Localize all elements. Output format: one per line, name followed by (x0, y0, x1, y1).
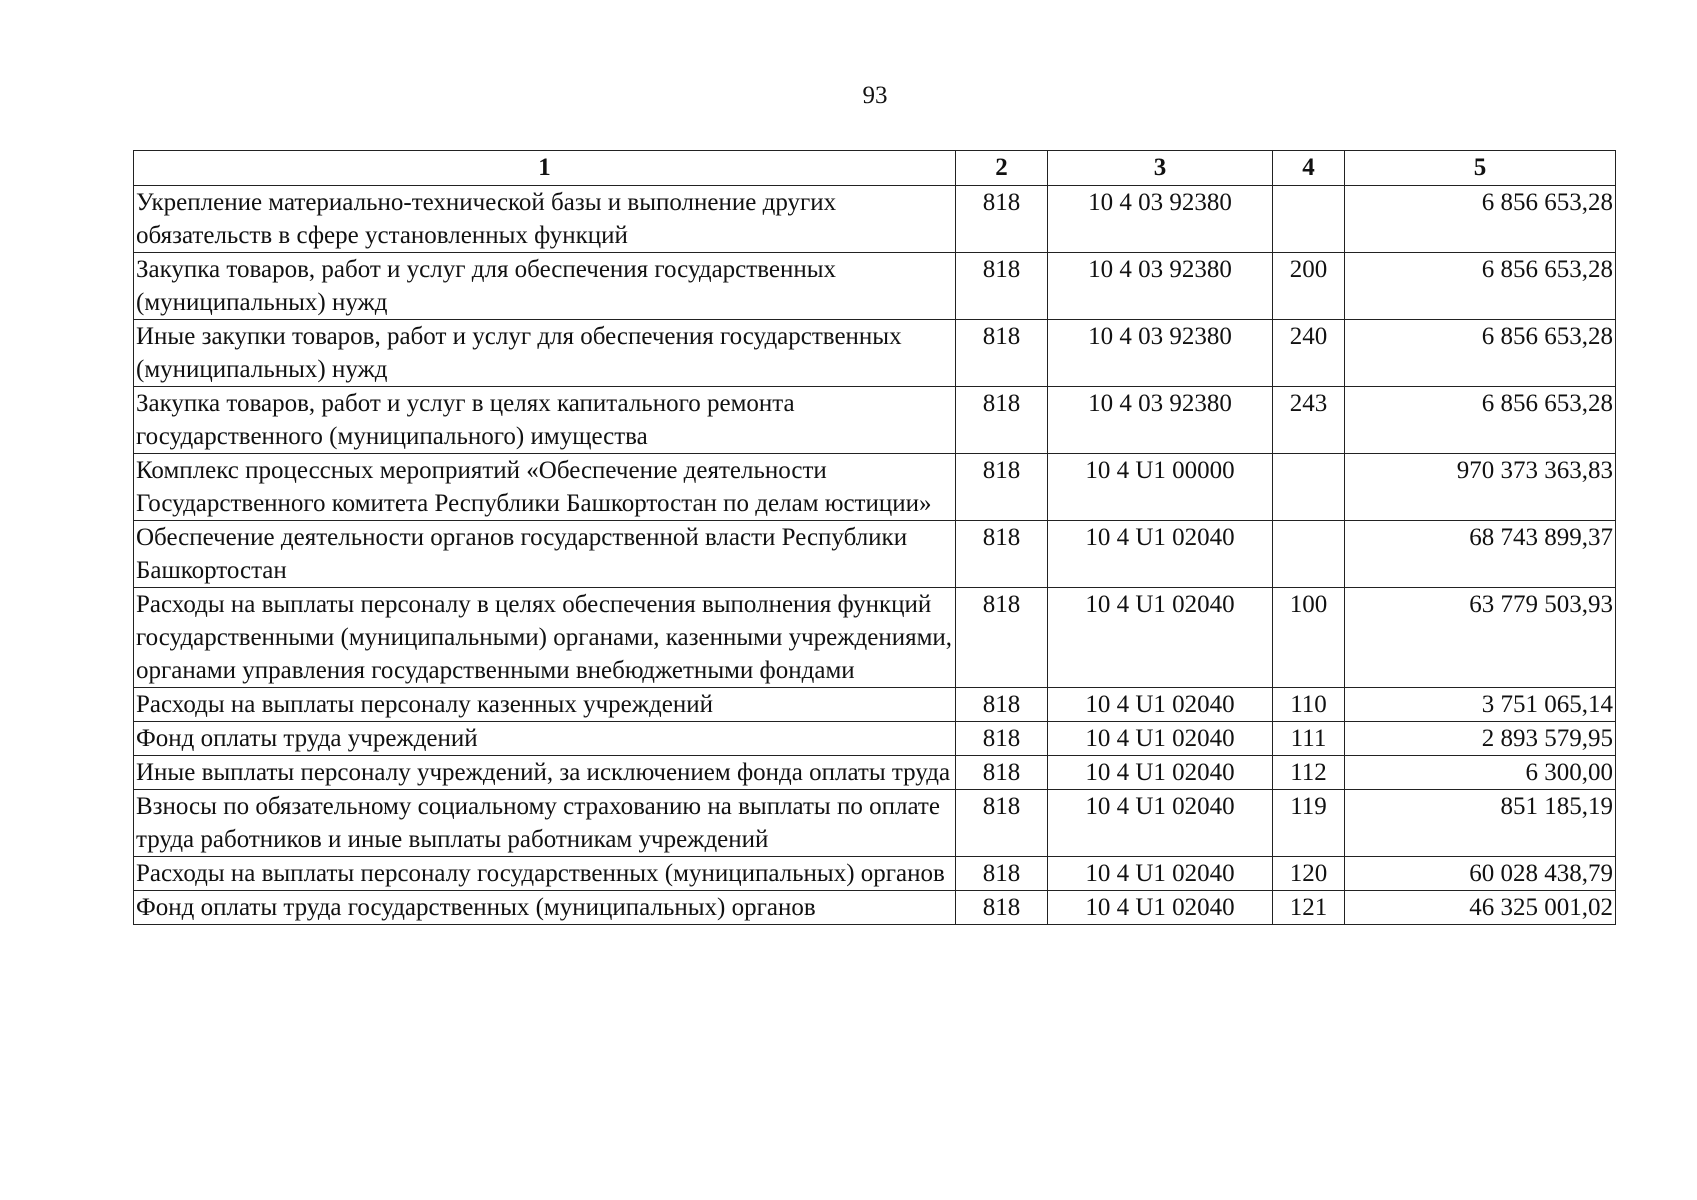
row-target-code: 10 4 03 92380 (1048, 253, 1273, 320)
table-row (134, 320, 1616, 387)
row-target-code: 10 4 U1 02040 (1048, 688, 1273, 722)
row-admin-code: 818 (956, 253, 1048, 320)
row-expense-type: 111 (1273, 722, 1345, 756)
row-admin-code: 818 (956, 186, 1048, 253)
row-target-code: 10 4 U1 00000 (1048, 454, 1273, 521)
header-col-5: 5 (1345, 151, 1616, 186)
row-name: Фонд оплаты труда государственных (муниципальных) органов (134, 891, 956, 925)
row-name: Закупка товаров, работ и услуг в целях капитального ремонта государственного (муниципального) имущества (134, 387, 956, 454)
page-number: 93 (862, 82, 888, 109)
row-admin-code: 818 (956, 857, 1048, 891)
row-expense-type: 100 (1273, 588, 1345, 688)
header-row (134, 151, 1616, 186)
table-row (134, 454, 1616, 521)
row-admin-code: 818 (956, 387, 1048, 454)
row-target-code: 10 4 03 92380 (1048, 320, 1273, 387)
row-admin-code: 818 (956, 588, 1048, 688)
row-target-code: 10 4 U1 02040 (1048, 790, 1273, 857)
row-admin-code: 818 (956, 454, 1048, 521)
row-admin-code: 818 (956, 320, 1048, 387)
row-target-code: 10 4 U1 02040 (1048, 521, 1273, 588)
row-name: Иные закупки товаров, работ и услуг для обеспечения государственных (муниципальных) нужд (134, 320, 956, 387)
row-target-code: 10 4 U1 02040 (1048, 891, 1273, 925)
row-expense-type: 110 (1273, 688, 1345, 722)
row-admin-code: 818 (956, 756, 1048, 790)
table-body (134, 186, 1616, 925)
row-name: Комплекс процессных мероприятий «Обеспечение деятельности Государственного комитета Республики Башкортостан по делам юстиции» (134, 454, 956, 521)
row-amount: 6 300,00 (1345, 756, 1616, 790)
row-name: Расходы на выплаты персоналу казенных учреждений (134, 688, 956, 722)
row-amount: 851 185,19 (1345, 790, 1616, 857)
row-admin-code: 818 (956, 688, 1048, 722)
row-admin-code: 818 (956, 891, 1048, 925)
table-row (134, 253, 1616, 320)
header-col-3: 3 (1048, 151, 1273, 186)
table-row (134, 756, 1616, 790)
row-amount: 63 779 503,93 (1345, 588, 1616, 688)
table-row (134, 186, 1616, 253)
row-expense-type: 243 (1273, 387, 1345, 454)
row-expense-type (1273, 186, 1345, 253)
row-amount: 6 856 653,28 (1345, 320, 1616, 387)
table-row (134, 857, 1616, 891)
row-name: Расходы на выплаты персоналу государственных (муниципальных) органов (134, 857, 956, 891)
row-expense-type: 240 (1273, 320, 1345, 387)
row-expense-type: 120 (1273, 857, 1345, 891)
row-amount: 46 325 001,02 (1345, 891, 1616, 925)
row-admin-code: 818 (956, 722, 1048, 756)
table-row (134, 722, 1616, 756)
row-expense-type (1273, 521, 1345, 588)
row-amount: 6 856 653,28 (1345, 387, 1616, 454)
row-name: Закупка товаров, работ и услуг для обеспечения государственных (муниципальных) нужд (134, 253, 956, 320)
row-expense-type: 119 (1273, 790, 1345, 857)
row-name: Расходы на выплаты персоналу в целях обеспечения выполнения функций государственными (муниципальными) органами, казенными учреждениями, органами управления государственными внебюджетными фондами (134, 588, 956, 688)
row-amount: 60 028 438,79 (1345, 857, 1616, 891)
row-target-code: 10 4 U1 02040 (1048, 857, 1273, 891)
row-target-code: 10 4 U1 02040 (1048, 588, 1273, 688)
budget-table (133, 150, 1616, 925)
header-col-1: 1 (134, 151, 956, 186)
row-amount: 2 893 579,95 (1345, 722, 1616, 756)
row-name: Фонд оплаты труда учреждений (134, 722, 956, 756)
table-row (134, 891, 1616, 925)
table-row (134, 588, 1616, 688)
table-row (134, 790, 1616, 857)
row-amount: 3 751 065,14 (1345, 688, 1616, 722)
row-admin-code: 818 (956, 790, 1048, 857)
row-amount: 68 743 899,37 (1345, 521, 1616, 588)
row-target-code: 10 4 U1 02040 (1048, 722, 1273, 756)
row-amount: 970 373 363,83 (1345, 454, 1616, 521)
row-amount: 6 856 653,28 (1345, 253, 1616, 320)
table-row (134, 521, 1616, 588)
row-name: Взносы по обязательному социальному страхованию на выплаты по оплате труда работников и иные выплаты работникам учреждений (134, 790, 956, 857)
table-row (134, 387, 1616, 454)
row-expense-type: 200 (1273, 253, 1345, 320)
row-target-code: 10 4 03 92380 (1048, 387, 1273, 454)
row-target-code: 10 4 U1 02040 (1048, 756, 1273, 790)
row-expense-type: 121 (1273, 891, 1345, 925)
row-name: Укрепление материально-технической базы и выполнение других обязательств в сфере установленных функций (134, 186, 956, 253)
row-name: Обеспечение деятельности органов государственной власти Республики Башкортостан (134, 521, 956, 588)
row-name: Иные выплаты персоналу учреждений, за исключением фонда оплаты труда (134, 756, 956, 790)
header-col-4: 4 (1273, 151, 1345, 186)
row-amount: 6 856 653,28 (1345, 186, 1616, 253)
row-target-code: 10 4 03 92380 (1048, 186, 1273, 253)
table-row (134, 688, 1616, 722)
header-col-2: 2 (956, 151, 1048, 186)
row-expense-type (1273, 454, 1345, 521)
row-expense-type: 112 (1273, 756, 1345, 790)
row-admin-code: 818 (956, 521, 1048, 588)
